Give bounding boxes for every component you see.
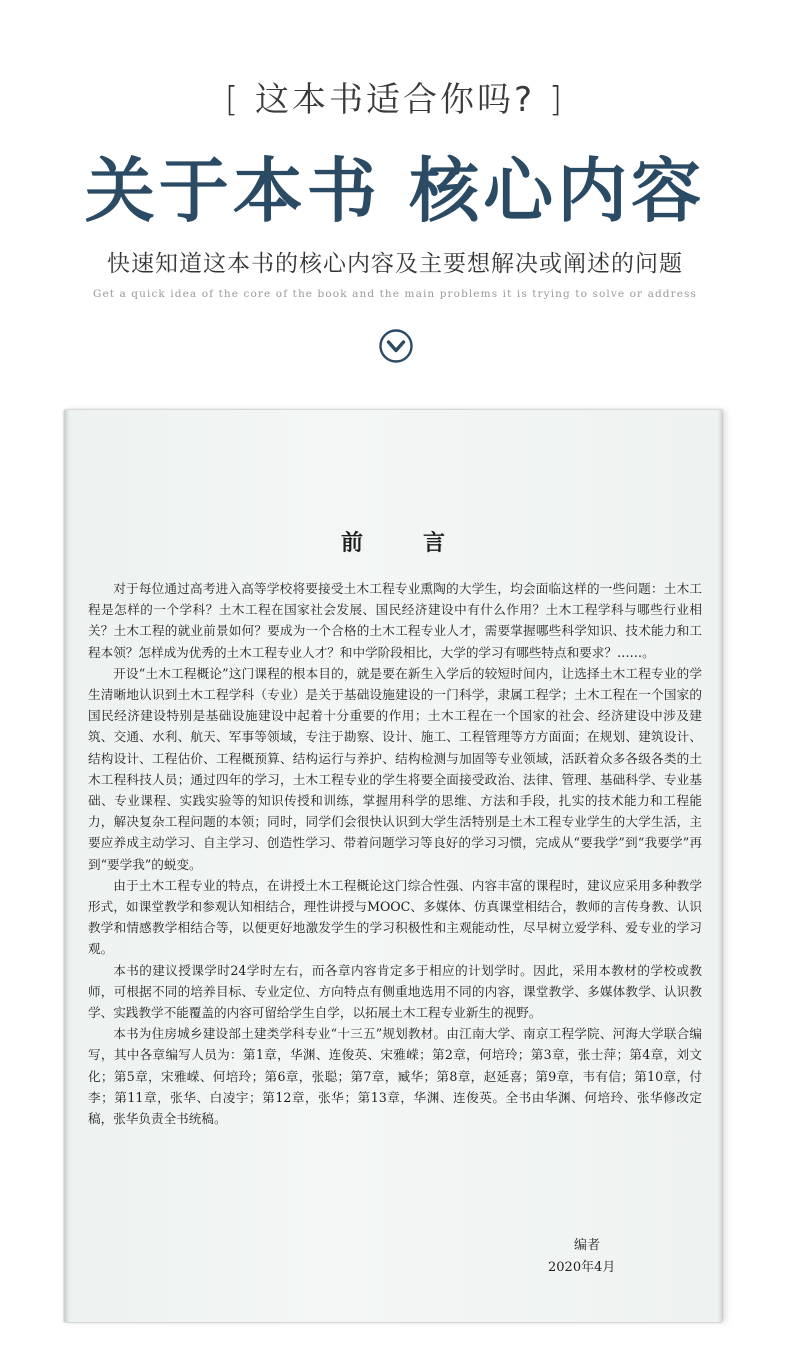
signature-date: 2020年4月	[548, 1260, 616, 1275]
tagline-text: 这本书适合你吗?	[254, 80, 536, 120]
section-title: 关于本书 核心内容	[84, 149, 706, 232]
preface-paragraph: 本书为住房城乡建设部土建类学科专业“十三五”规划教材。由江南大学、南京工程学院、河海大学联合编写，其中各章编写人员为：第1章，华渊、连俊英、宋雅嵘；第2章，何培玲；第3章，张士萍；第4章，刘文化；第5章，宋雅嵘、何培玲；第6章，张聪；第7章，臧华；第8章，赵延喜；第9章，韦有信；第10章，付李；第11章，张华、白凌宇；第12章，张华；第13章，华渊、连俊英。全书由华渊、何培玲、张华修改定稿，张华负责全书统稿。	[88, 1026, 702, 1127]
page-heading: 前言	[340, 530, 505, 556]
bracket-right: ]	[548, 80, 566, 120]
preface-paragraph: 对于每位通过高考进入高等学校将要接受土木工程专业熏陶的大学生，均会面临这样的一些问题：土木工程是怎样的一个学科？土木工程在国家社会发展、国民经济建设中有什么作用？土木工程学科与哪些行业相关？土木工程的就业前景如何？要成为一个合格的土木工程专业人才，需要掌握哪些科学知识、技术能力和工程本领？怎样成为优秀的土木工程专业人才？和中学阶段相比，大学的学习有哪些特点和要求？……。	[88, 581, 702, 660]
preface-body	[88, 578, 702, 1129]
preface-paragraph: 本书的建议授课学时24学时左右，而各章内容肯定多于相应的计划学时。因此，采用本教材的学校或教师，可根据不同的培养目标、专业定位、方向特点有侧重地选用不同的内容，课堂教学、多媒体教学、认识教学、实践教学不能覆盖的内容可留给学生自学，以拓展土木工程专业新生的视野。	[88, 962, 702, 1021]
preface-paragraph: 由于土木工程专业的特点，在讲授土木工程概论这门综合性强、内容丰富的课程时，建议应采用多种教学形式，如课堂教学和参观认知相结合，理性讲授与MOOC、多媒体、仿真课堂相结合，教师的言传身教、认识教学和情感教学相结合等，以便更好地激发学生的学习积极性和主观能动性，尽早树立爱学科、爱专业的学习观。	[88, 877, 702, 957]
header-banner	[0, 0, 790, 400]
tagline	[0, 72, 790, 121]
section-subtitle-english: Get a quick idea of the core of the book and the main problems it is trying to solve or address	[92, 288, 698, 300]
book-page-scan	[64, 410, 722, 1322]
section-subtitle: 快速知道这本书的核心内容及主要想解决或阐述的问题	[107, 251, 683, 277]
signature-editor: 编者	[574, 1238, 601, 1253]
chevron-down-circle-icon[interactable]	[378, 328, 414, 364]
preface-paragraph: 开设“土木工程概论”这门课程的根本目的，就是要在新生入学后的较短时间内，让选择土木工程专业的学生清晰地认识到土木工程学科（专业）是关于基础设施建设的一门科学，隶属工程学；土木工程在一个国家的国民经济建设特别是基础设施建设中起着十分重要的作用；土木工程在一个国家的社会、经济建设中涉及建筑、交通、水利、航天、军事等领域，专注于勘察、设计、施工、工程管理等方方面面；在规划、建筑设计、结构设计、工程估价、工程概预算、结构运行与养护、结构检测与加固等专业领域，活跃着众多各级各类的土木工程科技人员；通过四年的学习，土木工程专业的学生将要全面接受政治、法律、管理、基础科学、专业基础、专业课程、实践实验等的知识传授和训练，掌握用科学的思维、方法和手段，扎实的技术能力和工程能力，解决复杂工程问题的本领；同时，同学们会很快认识到大学生活特别是土木工程专业学生的大学生活，主要应养成主动学习、自主学习、创造性学习、带着问题学习等良好的学习习惯，完成从“要我学”到“我要学”再到“要学我”的蜕变。	[88, 665, 702, 872]
bracket-left: [	[224, 80, 242, 120]
